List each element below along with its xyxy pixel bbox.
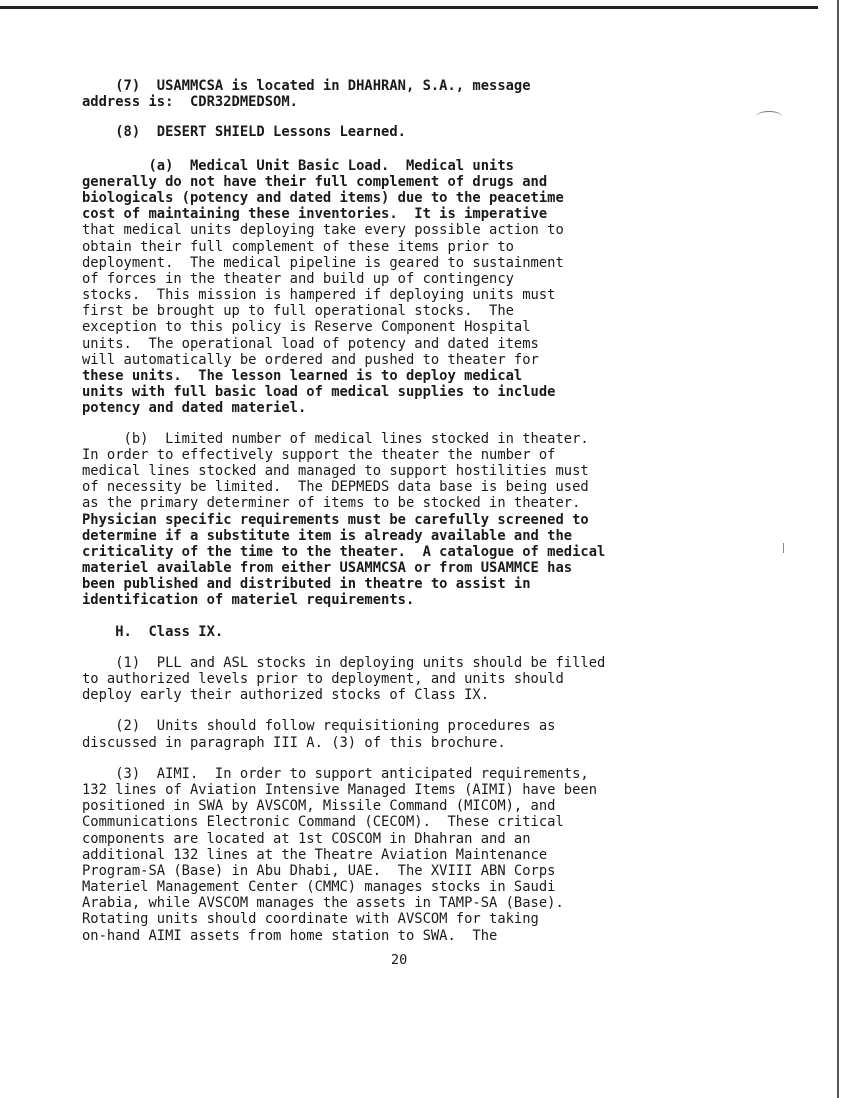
text-line: Program-SA (Base) in Abu Dhabi, UAE. The XVIII ABN Corps <box>82 862 556 879</box>
text-line: positioned in SWA by AVSCOM, Missile Command (MICOM), and <box>82 798 556 815</box>
paragraph-8 <box>82 124 722 140</box>
text-line: cost of maintaining these inventories. It is imperative <box>82 206 548 223</box>
text-line: medical lines stocked and managed to support hostilities must <box>82 462 589 479</box>
scan-mark <box>756 111 782 122</box>
paragraph-a <box>82 158 722 417</box>
text-line: discussed in paragraph III A. (3) of this brochure. <box>82 734 506 751</box>
text-line: Arabia, while AVSCOM manages the assets in TAMP-SA (Base). <box>82 895 564 912</box>
text-line: (a) Medical Unit Basic Load. Medical units <box>82 157 514 174</box>
text-line: materiel available from either USAMMCSA or from USAMMCE has <box>82 560 573 577</box>
page-number: 20 <box>391 952 408 968</box>
text-line: generally do not have their full complement of drugs and <box>82 173 548 190</box>
text-line: address is: CDR32DMEDSOM. <box>82 94 298 111</box>
text-line: to authorized levels prior to deployment, and units should <box>82 671 564 687</box>
text-line: deploy early their authorized stocks of Class IX. <box>82 687 490 704</box>
text-line: obtain their full complement of these items prior to <box>82 238 514 255</box>
text-line: Materiel Management Center (CMMC) manages stocks in Saudi <box>82 879 556 896</box>
text-line: units. The operational load of potency and dated items <box>82 335 539 352</box>
text-line: In order to effectively support the theater the number of <box>82 446 556 463</box>
text-line: H. Class IX. <box>82 623 224 640</box>
text-line: Rotating units should coordinate with AVSCOM for taking <box>82 911 539 928</box>
text-line: criticality of the time to the theater. A catalogue of medical <box>82 543 606 560</box>
text-line: first be brought up to full operational stocks. The <box>82 303 514 320</box>
text-line: of necessity be limited. The DEPMEDS data base is being used <box>82 479 589 496</box>
text-line: (8) DESERT SHIELD Lessons Learned. <box>82 124 406 141</box>
text-line: 132 lines of Aviation Intensive Managed Items (AIMI) have been <box>82 781 597 798</box>
section-heading-h <box>82 624 722 640</box>
text-line: been published and distributed in theatre to assist in <box>82 576 531 593</box>
text-line: (1) PLL and ASL stocks in deploying units should be filled <box>82 654 606 671</box>
text-line: Physician specific requirements must be carefully screened to <box>82 511 589 528</box>
paragraph-2 <box>82 718 722 750</box>
text-line: additional 132 lines at the Theatre Aviation Maintenance <box>82 846 548 863</box>
paragraph-1 <box>82 655 722 704</box>
text-line: determine if a substitute item is already available and the <box>82 527 573 544</box>
text-line: will automatically be ordered and pushed to theater for <box>82 351 539 368</box>
text-line: exception to this policy is Reserve Component Hospital <box>82 319 531 336</box>
text-line: components are located at 1st COSCOM in Dhahran and an <box>82 830 531 847</box>
text-line: deployment. The medical pipeline is geared to sustainment <box>82 254 564 271</box>
text-line: as the primary determiner of items to be stocked in theater. <box>82 495 581 512</box>
scan-mark <box>783 543 787 553</box>
text-line: (3) AIMI. In order to support anticipated requirements, <box>82 765 589 782</box>
paragraph-7 <box>82 78 722 110</box>
text-line: on-hand AIMI assets from home station to SWA. The <box>82 927 498 944</box>
text-line: stocks. This mission is hampered if deploying units must <box>82 287 556 304</box>
paragraph-3 <box>82 766 722 944</box>
text-line: identification of materiel requirements. <box>82 592 415 609</box>
text-line: of forces in the theater and build up of contingency <box>82 270 514 287</box>
text-line: Communications Electronic Command (CECOM). These critical <box>82 814 564 831</box>
text-line: units with full basic load of medical supplies to include <box>82 384 556 401</box>
top-scan-rule <box>0 6 818 9</box>
text-line: (7) USAMMCSA is located in DHAHRAN, S.A., message <box>82 78 531 94</box>
text-line: biologicals (potency and dated items) due to the peacetime <box>82 189 564 206</box>
paragraph-b <box>82 431 722 609</box>
text-line: (b) Limited number of medical lines stocked in theater. <box>82 430 589 447</box>
text-line: (2) Units should follow requisitioning procedures as <box>82 718 556 735</box>
document-body <box>82 78 722 944</box>
text-line: these units. The lesson learned is to deploy medical <box>82 368 523 384</box>
text-line: potency and dated materiel. <box>82 400 307 417</box>
right-scan-edge <box>837 0 839 1098</box>
text-line: that medical units deploying take every possible action to <box>82 222 564 239</box>
